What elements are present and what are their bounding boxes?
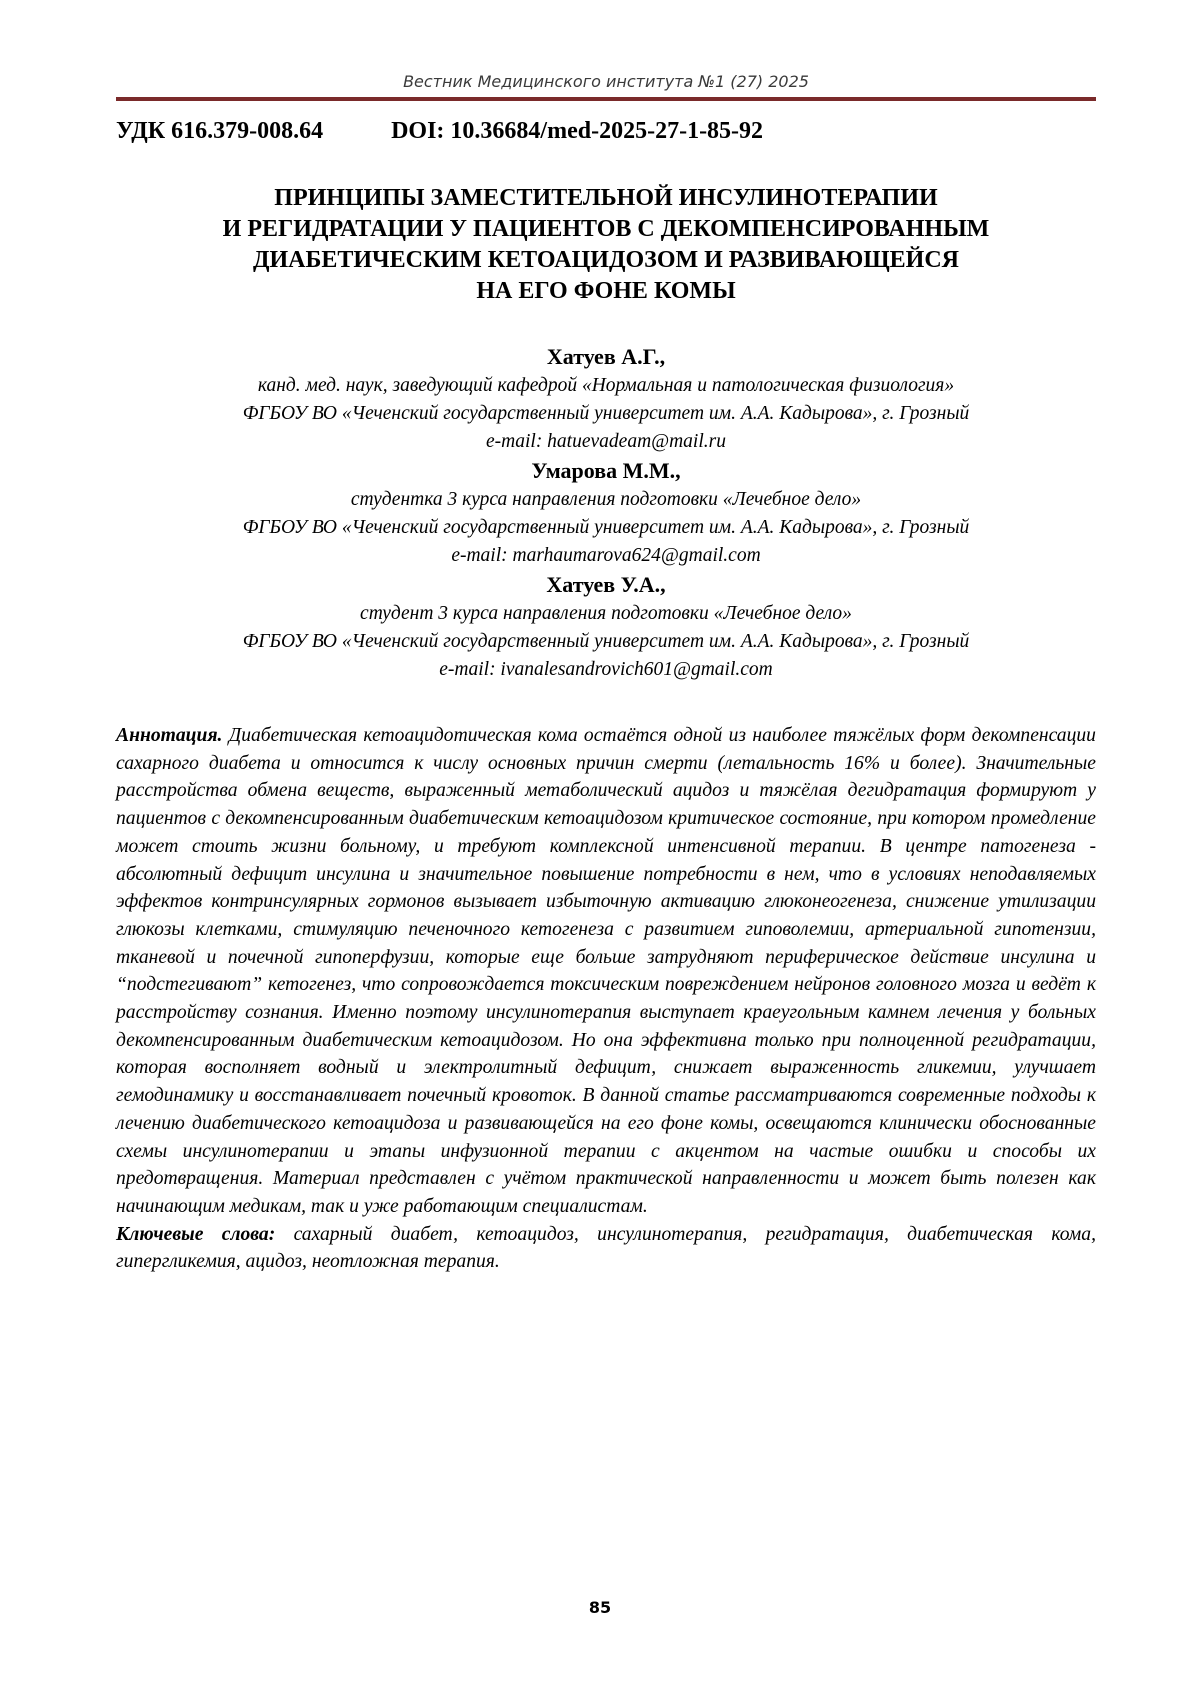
author-email[interactable]: e-mail: ivanalesandrovich601@gmail.com: [116, 656, 1096, 684]
title-line: ДИАБЕТИЧЕСКИМ КЕТОАЦИДОЗОМ И РАЗВИВАЮЩЕЙСЯ: [116, 245, 1096, 276]
author-name: Хатуев А.Г.,: [116, 342, 1096, 372]
author-block: [116, 570, 1096, 684]
author-affiliation: ФГБОУ ВО «Чеченский государственный университет им. А.А. Кадырова», г. Грозный: [116, 628, 1096, 656]
author-affiliation: ФГБОУ ВО «Чеченский государственный университет им. А.А. Кадырова», г. Грозный: [116, 400, 1096, 428]
author-position: студентка 3 курса направления подготовки «Лечебное дело»: [116, 486, 1096, 514]
header-rule: [116, 97, 1096, 101]
title-line: И РЕГИДРАТАЦИИ У ПАЦИЕНТОВ С ДЕКОМПЕНСИРОВАННЫМ: [116, 214, 1096, 245]
title-line: НА ЕГО ФОНЕ КОМЫ: [116, 276, 1096, 307]
author-name: Хатуев У.А.,: [116, 570, 1096, 600]
udk-code: УДК 616.379-008.64: [116, 118, 323, 144]
keywords-text: сахарный диабет, кетоацидоз, инсулинотерапия, регидратация, диабетическая кома, гипергликемия, ацидоз, неотложная терапия.: [116, 1224, 1096, 1273]
author-affiliation: ФГБОУ ВО «Чеченский государственный университет им. А.А. Кадырова», г. Грозный: [116, 514, 1096, 542]
running-header: Вестник Медицинского института №1 (27) 2025: [116, 72, 1096, 91]
keywords-paragraph: [116, 1221, 1096, 1276]
abstract-section: [116, 722, 1096, 1276]
keywords-label: Ключевые слова:: [116, 1224, 275, 1245]
article-title: [116, 183, 1096, 307]
abstract-text: Диабетическая кетоацидотическая кома остаётся одной из наиболее тяжёлых форм декомпенсации сахарного диабета и относится к числу основных причин смерти (летальность 16% и более). Значительные расстройства обмена веществ, выраженный метаболический ацидоз и тяжёлая дегидратация формируют у пациентов с декомпенсированным диабетическим кетоацидозом критическое состояние, при котором промедление может стоить жизни больному, и требуют комплексной интенсивной терапии. В центре патогенеза - абсолютный дефицит инсулина и значительное повышение потребности в нем, что в условиях неподавляемых эффектов контринсулярных гормонов вызывает избыточную активацию глюконеогенеза, снижение утилизации глюкозы клетками, стимуляцию печеночного кетогенеза с развитием гиповолемии, артериальной гипотензии, тканевой и почечной гипоперфузии, которые еще больше затрудняют периферическое действие инсулина и “подстегивают” кетогенез, что сопровождается токсическим повреждением нейронов головного мозга и ведёт к расстройству сознания. Именно поэтому инсулинотерапия выступает краеугольным камнем лечения у больных декомпенсированным диабетическим кетоацидозом. Но она эффективна только при полноценной регидратации, которая восполняет водный и электролитный дефицит, снижает выраженность гликемии, улучшает гемодинамику и восстанавливает почечный кровоток. В данной статье рассматриваются современные подходы к лечению диабетического кетоацидоза и развивающейся на его фоне комы, освещаются клинически обоснованные схемы инсулинотерапии и этапы инфузионной терапии с акцентом на частые ошибки и способы их предотвращения. Материал представлен с учётом практической направленности и может быть полезен как начинающим медикам, так и уже работающим специалистам.: [116, 725, 1096, 1217]
author-name: Умарова М.М.,: [116, 456, 1096, 486]
title-line: ПРИНЦИПЫ ЗАМЕСТИТЕЛЬНОЙ ИНСУЛИНОТЕРАПИИ: [116, 183, 1096, 214]
page-number: 85: [560, 1598, 640, 1617]
author-list: [116, 342, 1096, 684]
author-position: канд. мед. наук, заведующий кафедрой «Нормальная и патологическая физиология»: [116, 372, 1096, 400]
author-block: [116, 342, 1096, 456]
article-identifiers: [116, 118, 1096, 145]
journal-page: [0, 0, 1200, 1697]
author-position: студент 3 курса направления подготовки «Лечебное дело»: [116, 600, 1096, 628]
author-email[interactable]: e-mail: marhaumarova624@gmail.com: [116, 542, 1096, 570]
abstract-label: Аннотация.: [116, 725, 222, 746]
author-email[interactable]: e-mail: hatuevadeam@mail.ru: [116, 428, 1096, 456]
abstract-paragraph: [116, 722, 1096, 1221]
doi-code: DOI: 10.36684/med-2025-27-1-85-92: [391, 118, 763, 144]
author-block: [116, 456, 1096, 570]
